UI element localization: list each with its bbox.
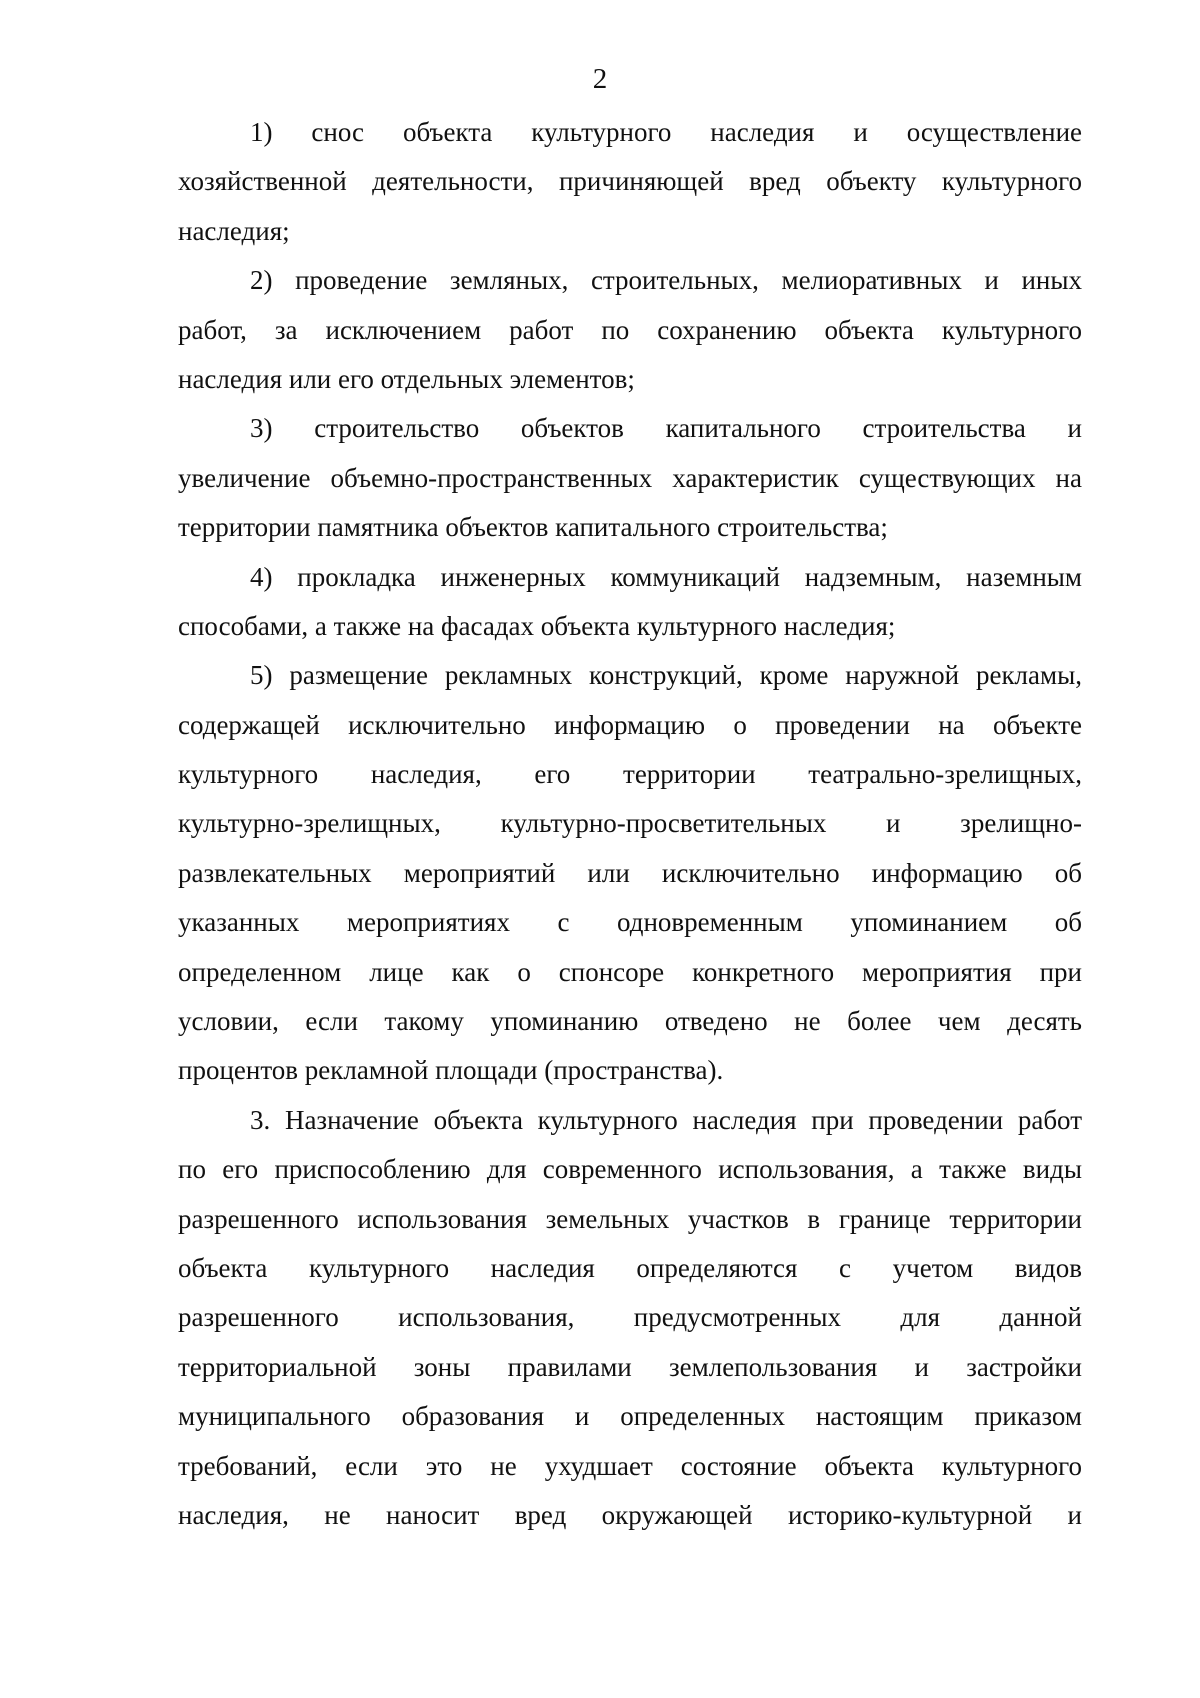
page-number: 2 [592, 63, 608, 95]
text-line: наследия, не наносит вред окружающей историко-культурной и [178, 1499, 1082, 1530]
text-line: развлекательных мероприятий или исключительно информацию об [178, 857, 1082, 888]
text-line: работ, за исключением работ по сохранению объекта культурного [178, 314, 1082, 345]
text-line: увеличение объемно-пространственных характеристик существующих на [178, 462, 1082, 493]
text-line: наследия или его отдельных элементов; [178, 363, 635, 394]
text-line: 4) прокладка инженерных коммуникаций надземным, наземным [250, 561, 1082, 592]
document-body [178, 108, 1082, 1540]
text-line: территории памятника объектов капитального строительства; [178, 512, 888, 543]
text-line: разрешенного использования земельных участков в границе территории [178, 1203, 1082, 1234]
text-line: по его приспособлению для современного использования, а также виды [178, 1154, 1082, 1185]
text-line: 1) снос объекта культурного наследия и осуществление [250, 117, 1082, 147]
text-line: 2) проведение земляных, строительных, мелиоративных и иных [250, 265, 1082, 296]
text-line: 3) строительство объектов капитального строительства и [250, 413, 1082, 444]
text-line: муниципального образования и определенных настоящим приказом [178, 1401, 1082, 1432]
text-line: определенном лице как о спонсоре конкретного мероприятия при [178, 956, 1082, 987]
text-line: 5) размещение рекламных конструкций, кроме наружной рекламы, [250, 660, 1082, 691]
text-line: процентов рекламной площади (пространства). [178, 1055, 724, 1086]
text-line: указанных мероприятиях с одновременным упоминанием об [178, 907, 1082, 938]
text-line: культурно-зрелищных, культурно-просветительных и зрелищно- [178, 808, 1082, 839]
text-line: объекта культурного наследия определяются с учетом видов [178, 1252, 1082, 1283]
text-line: условии, если такому упоминанию отведено не более чем десять [178, 1006, 1082, 1037]
text-line: содержащей исключительно информацию о проведении на объекте [178, 709, 1082, 740]
text-line: способами, а также на фасадах объекта культурного наследия; [178, 610, 896, 641]
text-line: 3. Назначение объекта культурного наследия при проведении работ [250, 1104, 1082, 1135]
text-line: территориальной зоны правилами землепользования и застройки [178, 1351, 1082, 1382]
text-line: разрешенного использования, предусмотренных для данной [178, 1302, 1082, 1333]
text-line: культурного наследия, его территории театрально-зрелищных, [178, 759, 1082, 790]
text-line: хозяйственной деятельности, причиняющей вред объекту культурного [178, 166, 1082, 197]
text-line: требований, если это не ухудшает состояние объекта культурного [178, 1450, 1082, 1481]
text-line: наследия; [178, 215, 290, 246]
